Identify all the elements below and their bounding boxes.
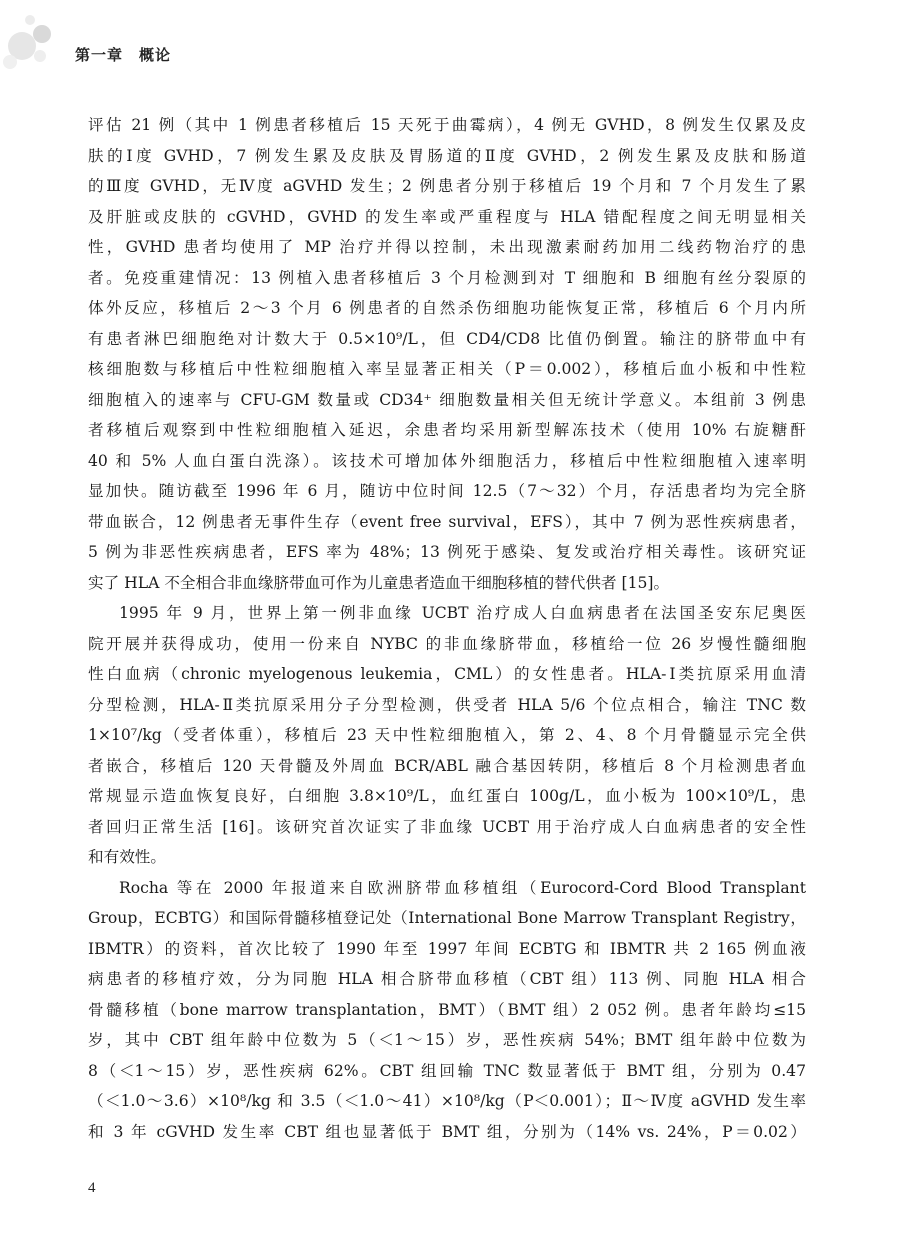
page-number: 4	[88, 1180, 96, 1196]
body-text	[88, 110, 806, 1147]
text-line: 者。免疫重建情况：13 例植入患者移植后 3 个月检测到对 T 细胞和 B 细胞有丝分裂原的	[88, 268, 806, 287]
text-line: Group，ECBTG）和国际骨髓移植登记处（International Bone Marrow Transplant Registry，	[88, 909, 806, 927]
text-line: 分型检测，HLA-Ⅱ类抗原采用分子分型检测，供受者 HLA 5/6 个位点相合，输注 TNC 数	[88, 695, 806, 714]
text-line: 者移植后观察到中性粒细胞植入延迟，余患者均采用新型解冻技术（使用 10% 右旋糖酐	[88, 421, 806, 439]
text-line: 有患者淋巴细胞绝对计数大于 0.5×10⁹/L，但 CD4/CD8 比值仍倒置。输注的脐带血中有	[88, 329, 806, 348]
text-line: 评估 21 例（其中 1 例患者移植后 15 天死于曲霉病），4 例无 GVHD，8 例发生仅累及皮	[88, 116, 806, 134]
text-line: 体外反应，移植后 2～3 个月 6 例患者的自然杀伤细胞功能恢复正常，移植后 6 个月内所	[88, 299, 806, 317]
text-line: 者回归正常生活 [16]。该研究首次证实了非血缘 UCBT 用于治疗成人白血病患者的安全性	[88, 817, 806, 836]
decorative-circles	[0, 0, 80, 80]
text-line: 1×10⁷/kg（受者体重），移植后 23 天中性粒细胞植入，第 2、4、8 个月骨髓显示完全供	[88, 726, 806, 744]
text-line: 1995 年 9 月，世界上第一例非血缘 UCBT 治疗成人白血病患者在法国圣安东尼奥医	[119, 604, 806, 622]
text-line: 核细胞数与移植后中性粒细胞植入率呈显著正相关（P＝0.002），移植后血小板和中性粒	[88, 360, 806, 378]
text-line: 院开展并获得成功，使用一份来自 NYBC 的非血缘脐带血，移植给一位 26 岁慢性髓细胞	[88, 634, 806, 653]
text-line: 细胞植入的速率与 CFU-GM 数量或 CD34⁺ 细胞数量相关但无统计学意义。本组前 3 例患	[88, 390, 806, 409]
text-line: 和有效性。	[88, 848, 166, 866]
text-line: 常规显示造血恢复良好，白细胞 3.8×10⁹/L，血红蛋白 100g/L，血小板为 100×10⁹/L，患	[88, 787, 806, 805]
text-line: 及肝脏或皮肤的 cGVHD，GVHD 的发生率或严重程度与 HLA 错配程度之间无明显相关	[88, 207, 806, 226]
text-line: 的Ⅲ度 GVHD，无Ⅳ度 aGVHD 发生；2 例患者分别于移植后 19 个月和 7 个月发生了累	[88, 177, 806, 195]
text-line: 40 和 5% 人血白蛋白洗涤）。该技术可增加体外细胞活力，移植后中性粒细胞植入速率明	[88, 451, 806, 470]
text-line: 5 例为非恶性疾病患者，EFS 率为 48%；13 例死于感染、复发或治疗相关毒性。该研究证	[88, 543, 806, 561]
text-line: 带血嵌合，12 例患者无事件生存（event free survival，EFS），其中 7 例为恶性疾病患者，	[88, 512, 806, 531]
text-line: 肤的Ⅰ度 GVHD，7 例发生累及皮肤及胃肠道的Ⅱ度 GVHD，2 例发生累及皮肤和肠道	[88, 146, 806, 165]
text-line: （＜1.0～3.6）×10⁸/kg 和 3.5（＜1.0～41）×10⁸/kg（P＜0.001）；Ⅱ～Ⅳ度 aGVHD 发生率	[88, 1092, 806, 1110]
text-line: 者嵌合，移植后 120 天骨髓及外周血 BCR/ABL 融合基因转阴，移植后 8 个月检测患者血	[88, 756, 806, 775]
text-line: 骨髓移植（bone marrow transplantation，BMT）（BMT 组）2 052 例。患者年龄均≤15	[88, 1000, 806, 1019]
text-line: 实了 HLA 不全相合非血缘脐带血可作为儿童患者造血干细胞移植的替代供者 [15]。	[88, 573, 670, 592]
text-line: 和 3 年 cGVHD 发生率 CBT 组也显著低于 BMT 组，分别为（14% vs. 24%，P＝0.02）	[88, 1122, 806, 1141]
text-line: 性白血病（chronic myelogenous leukemia，CML）的女性患者。HLA-Ⅰ类抗原采用血清	[88, 665, 806, 683]
text-line: 性，GVHD 患者均使用了 MP 治疗并得以控制，未出现激素耐药加用二线药物治疗的患	[88, 238, 806, 256]
text-line: IBMTR）的资料，首次比较了 1990 年至 1997 年间 ECBTG 和 IBMTR 共 2 165 例血液	[88, 939, 806, 958]
chapter-header: 第一章 概论	[75, 46, 172, 64]
text-line: 8（＜1～15）岁，恶性疾病 62%。CBT 组回输 TNC 数显著低于 BMT 组，分别为 0.47	[88, 1061, 806, 1080]
text-line: 岁，其中 CBT 组年龄中位数为 5（＜1～15）岁，恶性疾病 54%；BMT 组年龄中位数为	[88, 1031, 806, 1049]
text-line: Rocha 等在 2000 年报道来自欧洲脐带血移植组（Eurocord-Cord Blood Transplant	[119, 878, 806, 897]
text-line: 病患者的移植疗效，分为同胞 HLA 相合脐带血移植（CBT 组）113 例、同胞 HLA 相合	[88, 970, 806, 988]
text-line: 显加快。随访截至 1996 年 6 月，随访中位时间 12.5（7～32）个月，存活患者均为完全脐	[88, 482, 806, 500]
